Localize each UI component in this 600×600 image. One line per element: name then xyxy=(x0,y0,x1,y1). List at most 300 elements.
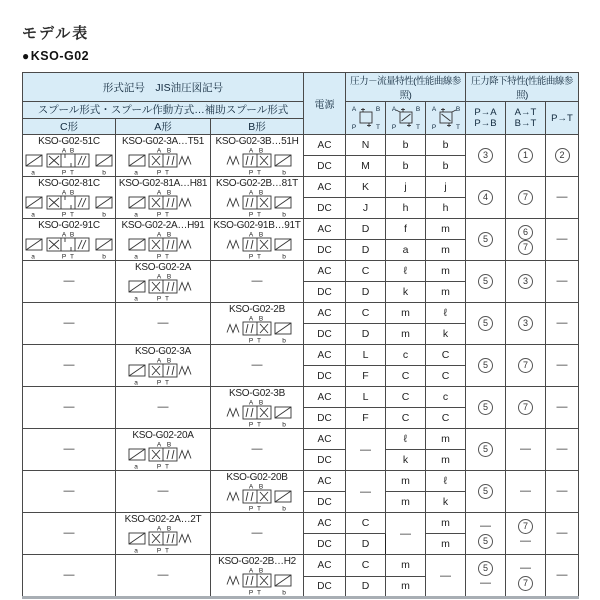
flow-letter-cell: C xyxy=(426,366,466,387)
power-cell-dc: DC xyxy=(304,408,346,429)
drop-cell-1 xyxy=(506,303,546,345)
model-cell-empty xyxy=(116,471,211,513)
drop-cell-1 xyxy=(506,471,546,513)
model-cell-KSO-G02-51C xyxy=(23,135,116,177)
header-drop-col-0: P→A P→B xyxy=(466,102,506,135)
flow-letter-cell: b xyxy=(426,156,466,177)
svg-text:B: B xyxy=(455,106,460,113)
model-series-heading xyxy=(22,49,578,63)
flow-letter-cell: F xyxy=(346,366,386,387)
power-cell-ac: AC xyxy=(304,387,346,408)
valve-center-symbol-closed xyxy=(346,102,386,135)
svg-text:b: b xyxy=(282,421,286,428)
flow-letter-cell: k xyxy=(386,282,426,303)
power-cell-dc: DC xyxy=(304,576,346,598)
svg-text:b: b xyxy=(282,589,286,596)
svg-text:b: b xyxy=(282,169,286,176)
circled-number-5: 5 xyxy=(478,316,493,331)
model-cell-empty xyxy=(23,555,116,598)
flow-letter-cell: D xyxy=(346,324,386,345)
model-label: KSO-G02-51C xyxy=(38,136,100,147)
flow-letter-cell-merged xyxy=(386,513,426,555)
svg-text:B: B xyxy=(166,273,172,281)
model-cell-KSO-G02-91B…91T xyxy=(211,219,304,261)
valve-diagram-icon xyxy=(119,357,207,386)
svg-text:T: T xyxy=(455,124,460,131)
svg-text:a: a xyxy=(134,547,138,554)
valve-diagram-icon xyxy=(213,231,301,260)
svg-text:B: B xyxy=(69,189,75,197)
valve-diagram-icon xyxy=(213,399,301,428)
dash: — xyxy=(360,443,371,456)
flow-letter-cell: h xyxy=(386,198,426,219)
header-drop-group: 圧力降下特性(性能曲線参照) xyxy=(466,73,579,102)
drop-cell-2 xyxy=(546,513,579,555)
power-cell-ac: AC xyxy=(304,555,346,577)
power-cell-dc: DC xyxy=(304,282,346,303)
model-cell-empty xyxy=(23,303,116,345)
circled-number-7: 7 xyxy=(518,519,533,534)
svg-text:P: P xyxy=(248,505,254,512)
model-cell-KSO-G02-20A xyxy=(116,429,211,471)
svg-text:P: P xyxy=(156,379,162,386)
dash: — xyxy=(63,317,75,329)
flow-letter-cell: ℓ xyxy=(386,429,426,450)
model-cell-empty xyxy=(116,303,211,345)
valve-diagram-icon xyxy=(25,231,113,260)
flow-letter-cell: C xyxy=(346,555,386,577)
model-cell-empty xyxy=(23,345,116,387)
drop-cell-1 xyxy=(506,345,546,387)
svg-text:P: P xyxy=(248,421,254,428)
power-cell-ac: AC xyxy=(304,513,346,534)
dash: — xyxy=(480,576,491,589)
svg-text:P: P xyxy=(248,337,254,344)
dash: — xyxy=(520,561,531,574)
svg-text:T: T xyxy=(257,505,261,512)
model-cell-KSO-G02-2A…2T xyxy=(116,513,211,555)
drop-cell-2 xyxy=(546,471,579,513)
dash: — xyxy=(556,443,568,455)
power-cell-ac: AC xyxy=(304,471,346,492)
dash: — xyxy=(251,275,263,287)
flow-letter-cell: m xyxy=(426,513,466,534)
dash: — xyxy=(520,443,531,455)
drop-cell-2 xyxy=(546,135,579,177)
valve-diagram-icon xyxy=(119,273,207,302)
power-cell-dc: DC xyxy=(304,198,346,219)
svg-text:b: b xyxy=(102,169,106,176)
flow-letter-cell: D xyxy=(346,240,386,261)
svg-text:T: T xyxy=(70,253,74,260)
model-cell-KSO-G02-81A…H81 xyxy=(116,177,211,219)
svg-text:B: B xyxy=(166,147,172,155)
flow-letter-cell: L xyxy=(346,345,386,366)
svg-text:A: A xyxy=(248,315,254,323)
power-cell-ac: AC xyxy=(304,303,346,324)
circled-number-5: 5 xyxy=(478,400,493,415)
svg-text:A: A xyxy=(431,106,436,113)
svg-text:A: A xyxy=(156,441,162,449)
power-cell-dc: DC xyxy=(304,534,346,555)
dash: — xyxy=(520,534,531,547)
svg-text:a: a xyxy=(134,169,138,176)
flow-letter-cell: m xyxy=(426,282,466,303)
svg-text:T: T xyxy=(165,547,169,554)
svg-text:B: B xyxy=(258,315,264,323)
drop-cell-0 xyxy=(466,345,506,387)
svg-text:P: P xyxy=(248,169,254,176)
power-cell-ac: AC xyxy=(304,261,346,282)
bullet-icon: ● xyxy=(22,49,30,63)
svg-text:P: P xyxy=(351,124,356,131)
svg-text:b: b xyxy=(282,211,286,218)
flow-letter-cell: b xyxy=(386,156,426,177)
circled-number-1: 1 xyxy=(518,148,533,163)
dash: — xyxy=(556,191,568,203)
svg-text:A: A xyxy=(248,483,254,491)
drop-cell-2 xyxy=(546,177,579,219)
circled-number-7: 7 xyxy=(518,358,533,373)
svg-text:b: b xyxy=(102,253,106,260)
dash: — xyxy=(520,485,531,497)
svg-text:P: P xyxy=(248,253,254,260)
dash: — xyxy=(556,401,568,413)
circled-number-4: 4 xyxy=(478,190,493,205)
svg-text:a: a xyxy=(134,253,138,260)
flow-letter-cell: C xyxy=(386,408,426,429)
valve-diagram-icon xyxy=(119,147,207,176)
drop-cell-2 xyxy=(546,429,579,471)
dash: — xyxy=(480,519,491,532)
power-cell-ac: AC xyxy=(304,219,346,240)
svg-text:B: B xyxy=(166,525,172,533)
flow-letter-cell: m xyxy=(386,555,426,577)
svg-text:P: P xyxy=(156,547,162,554)
dash: — xyxy=(556,317,568,329)
svg-text:a: a xyxy=(134,211,138,218)
power-cell-dc: DC xyxy=(304,366,346,387)
flow-letter-cell: m xyxy=(426,261,466,282)
model-label: KSO-G02-81C xyxy=(38,178,100,189)
flow-letter-cell: C xyxy=(386,387,426,408)
model-label: KSO-G02-20B xyxy=(226,472,288,483)
svg-text:P: P xyxy=(248,589,254,596)
header-spool-type: スプール形式・スプール作動方式…補助スプール形式 xyxy=(23,102,304,119)
svg-text:B: B xyxy=(69,147,75,155)
circled-number-5: 5 xyxy=(478,484,493,499)
svg-text:A: A xyxy=(156,231,162,239)
drop-cell-0 xyxy=(466,471,506,513)
model-cell-empty xyxy=(211,513,304,555)
svg-text:b: b xyxy=(102,211,106,218)
svg-text:T: T xyxy=(257,211,261,218)
dash: — xyxy=(157,485,169,497)
model-cell-KSO-G02-81C xyxy=(23,177,116,219)
dash: — xyxy=(360,485,371,498)
model-cell-empty xyxy=(211,345,304,387)
svg-text:B: B xyxy=(258,483,264,491)
valve-center-symbol-a-side xyxy=(386,102,426,135)
svg-text:T: T xyxy=(257,169,261,176)
flow-letter-cell: L xyxy=(346,387,386,408)
model-label: KSO-G02-91B…91T xyxy=(213,220,301,231)
svg-text:P: P xyxy=(248,211,254,218)
flow-letter-cell: m xyxy=(426,240,466,261)
valve-diagram-icon xyxy=(25,189,113,218)
svg-text:A: A xyxy=(351,106,356,113)
drop-cell-2 xyxy=(546,387,579,429)
flow-letter-cell: m xyxy=(386,471,426,492)
flow-letter-cell: M xyxy=(346,156,386,177)
svg-text:A: A xyxy=(156,147,162,155)
flow-letter-cell-merged xyxy=(346,471,386,513)
drop-cell-0 xyxy=(466,555,506,598)
svg-text:T: T xyxy=(70,211,74,218)
model-cell-KSO-G02-2A xyxy=(116,261,211,303)
model-cell-empty xyxy=(23,513,116,555)
circled-number-7: 7 xyxy=(518,190,533,205)
flow-letter-cell: m xyxy=(426,450,466,471)
svg-text:P: P xyxy=(156,463,162,470)
model-cell-KSO-G02-2A…H91 xyxy=(116,219,211,261)
svg-text:T: T xyxy=(257,253,261,260)
flow-letter-cell: ℓ xyxy=(386,261,426,282)
model-cell-KSO-G02-3A…T51 xyxy=(116,135,211,177)
svg-text:A: A xyxy=(248,567,254,575)
flow-letter-cell: K xyxy=(346,177,386,198)
svg-text:A: A xyxy=(248,231,254,239)
drop-cell-2 xyxy=(546,303,579,345)
model-series-label: KSO-G02 xyxy=(30,49,90,63)
svg-text:T: T xyxy=(165,253,169,260)
circled-number-5: 5 xyxy=(478,442,493,457)
drop-cell-1 xyxy=(506,261,546,303)
svg-text:A: A xyxy=(391,106,396,113)
drop-cell-2 xyxy=(546,261,579,303)
drop-cell-0 xyxy=(466,135,506,177)
svg-text:B: B xyxy=(415,106,420,113)
model-cell-KSO-G02-2B xyxy=(211,303,304,345)
svg-text:T: T xyxy=(70,169,74,176)
model-label: KSO-G02-3A xyxy=(135,346,191,357)
model-cell-empty xyxy=(116,387,211,429)
circled-number-5: 5 xyxy=(478,534,493,549)
svg-text:P: P xyxy=(391,124,396,131)
flow-letter-cell-merged xyxy=(426,555,466,598)
svg-text:A: A xyxy=(156,189,162,197)
drop-cell-0 xyxy=(466,219,506,261)
svg-text:B: B xyxy=(166,189,172,197)
header-spool-1: A形 xyxy=(116,118,211,135)
flow-letter-cell: J xyxy=(346,198,386,219)
drop-cell-1 xyxy=(506,135,546,177)
valve-diagram-icon xyxy=(119,525,207,554)
flow-letter-cell: b xyxy=(426,135,466,156)
model-cell-KSO-G02-2B…H2 xyxy=(211,555,304,598)
model-cell-KSO-G02-3B xyxy=(211,387,304,429)
flow-letter-cell: k xyxy=(386,450,426,471)
drop-cell-1 xyxy=(506,429,546,471)
model-cell-KSO-G02-3A xyxy=(116,345,211,387)
model-label: KSO-G02-81A…H81 xyxy=(118,178,208,189)
valve-diagram-icon xyxy=(119,189,207,218)
power-cell-ac: AC xyxy=(304,429,346,450)
svg-text:A: A xyxy=(248,399,254,407)
dash: — xyxy=(400,527,411,540)
dash: — xyxy=(556,359,568,371)
flow-letter-cell: m xyxy=(386,492,426,513)
svg-text:B: B xyxy=(375,106,380,113)
dash: — xyxy=(63,359,75,371)
circled-number-7: 7 xyxy=(518,240,533,255)
svg-text:P: P xyxy=(156,169,162,176)
svg-text:T: T xyxy=(257,421,261,428)
page-title: モデル表 xyxy=(22,25,90,42)
flow-letter-cell: b xyxy=(386,135,426,156)
drop-cell-2 xyxy=(546,345,579,387)
flow-letter-cell: C xyxy=(386,366,426,387)
valve-diagram-icon xyxy=(119,231,207,260)
svg-text:a: a xyxy=(134,463,138,470)
svg-text:P: P xyxy=(61,211,67,218)
circled-number-3: 3 xyxy=(518,316,533,331)
valve-diagram-icon xyxy=(213,483,301,512)
dash: — xyxy=(63,527,75,539)
flow-letter-cell: h xyxy=(426,198,466,219)
svg-text:P: P xyxy=(61,169,67,176)
flow-letter-cell: D xyxy=(346,534,386,555)
dash: — xyxy=(440,569,451,582)
circled-number-5: 5 xyxy=(478,358,493,373)
model-label: KSO-G02-2A…H91 xyxy=(121,220,205,231)
dash: — xyxy=(63,485,75,497)
power-cell-dc: DC xyxy=(304,450,346,471)
flow-letter-cell: C xyxy=(346,261,386,282)
flow-letter-cell: m xyxy=(386,576,426,598)
header-drop-col-2: P→T xyxy=(546,102,579,135)
valve-diagram-icon xyxy=(213,189,301,218)
svg-text:b: b xyxy=(282,505,286,512)
flow-letter-cell: C xyxy=(426,345,466,366)
flow-letter-cell: a xyxy=(386,240,426,261)
svg-text:B: B xyxy=(258,189,264,197)
flow-letter-cell: m xyxy=(426,429,466,450)
drop-cell-1 xyxy=(506,387,546,429)
svg-text:A: A xyxy=(248,147,254,155)
svg-text:T: T xyxy=(165,463,169,470)
flow-letter-cell: C xyxy=(346,513,386,534)
svg-text:B: B xyxy=(166,441,172,449)
model-cell-KSO-G02-3B…51H xyxy=(211,135,304,177)
svg-text:A: A xyxy=(61,231,67,239)
power-cell-dc: DC xyxy=(304,324,346,345)
model-cell-empty xyxy=(116,555,211,598)
dash: — xyxy=(251,527,263,539)
dash: — xyxy=(251,359,263,371)
model-label: KSO-G02-3B xyxy=(229,388,285,399)
flow-letter-cell: D xyxy=(346,576,386,598)
header-model-code: 形式記号 JIS油圧図記号 xyxy=(23,73,304,102)
svg-text:A: A xyxy=(156,525,162,533)
flow-letter-cell: F xyxy=(346,408,386,429)
model-cell-empty xyxy=(23,387,116,429)
svg-text:B: B xyxy=(258,399,264,407)
flow-letter-cell: k xyxy=(426,492,466,513)
circled-number-6: 6 xyxy=(518,225,533,240)
svg-text:P: P xyxy=(61,253,67,260)
svg-text:b: b xyxy=(282,253,286,260)
valve-diagram-icon xyxy=(213,315,301,344)
power-cell-ac: AC xyxy=(304,177,346,198)
model-label: KSO-G02-2A xyxy=(135,262,191,273)
dash: — xyxy=(157,317,169,329)
svg-text:a: a xyxy=(31,253,35,260)
drop-cell-1 xyxy=(506,219,546,261)
flow-letter-cell-merged xyxy=(346,429,386,471)
power-cell-ac: AC xyxy=(304,345,346,366)
model-label: KSO-G02-3A…T51 xyxy=(122,136,204,147)
dash: — xyxy=(63,275,75,287)
flow-letter-cell: m xyxy=(426,534,466,555)
flow-letter-cell: m xyxy=(386,324,426,345)
svg-text:a: a xyxy=(134,295,138,302)
dash: — xyxy=(556,485,568,497)
model-cell-KSO-G02-20B xyxy=(211,471,304,513)
circled-number-3: 3 xyxy=(478,148,493,163)
circled-number-7: 7 xyxy=(518,400,533,415)
drop-cell-1 xyxy=(506,177,546,219)
svg-text:P: P xyxy=(156,211,162,218)
svg-text:B: B xyxy=(258,567,264,575)
circled-number-5: 5 xyxy=(478,274,493,289)
dash: — xyxy=(556,275,568,287)
svg-text:B: B xyxy=(258,231,264,239)
flow-letter-cell: m xyxy=(426,219,466,240)
power-cell-dc: DC xyxy=(304,156,346,177)
model-cell-KSO-G02-2B…81T xyxy=(211,177,304,219)
svg-text:a: a xyxy=(31,169,35,176)
model-label: KSO-G02-2B…81T xyxy=(216,178,298,189)
circled-number-7: 7 xyxy=(518,576,533,591)
drop-cell-1 xyxy=(506,555,546,598)
svg-text:B: B xyxy=(258,147,264,155)
svg-text:T: T xyxy=(257,337,261,344)
drop-cell-1 xyxy=(506,513,546,555)
circled-number-2: 2 xyxy=(555,148,570,163)
model-cell-empty xyxy=(23,471,116,513)
model-label: KSO-G02-2A…2T xyxy=(124,514,202,525)
model-cell-empty xyxy=(23,261,116,303)
flow-letter-cell: k xyxy=(426,324,466,345)
dash: — xyxy=(63,443,75,455)
svg-text:A: A xyxy=(248,189,254,197)
circled-number-5: 5 xyxy=(478,232,493,247)
dash: — xyxy=(63,401,75,413)
flow-letter-cell: N xyxy=(346,135,386,156)
header-spool-0: C形 xyxy=(23,118,116,135)
drop-cell-0 xyxy=(466,261,506,303)
drop-cell-2 xyxy=(546,219,579,261)
drop-cell-2 xyxy=(546,555,579,598)
svg-text:P: P xyxy=(431,124,436,131)
model-cell-empty xyxy=(23,429,116,471)
flow-letter-cell: c xyxy=(386,345,426,366)
model-label: KSO-G02-20A xyxy=(132,430,194,441)
model-label: KSO-G02-2B xyxy=(229,304,285,315)
dash: — xyxy=(157,401,169,413)
dash: — xyxy=(556,233,568,245)
